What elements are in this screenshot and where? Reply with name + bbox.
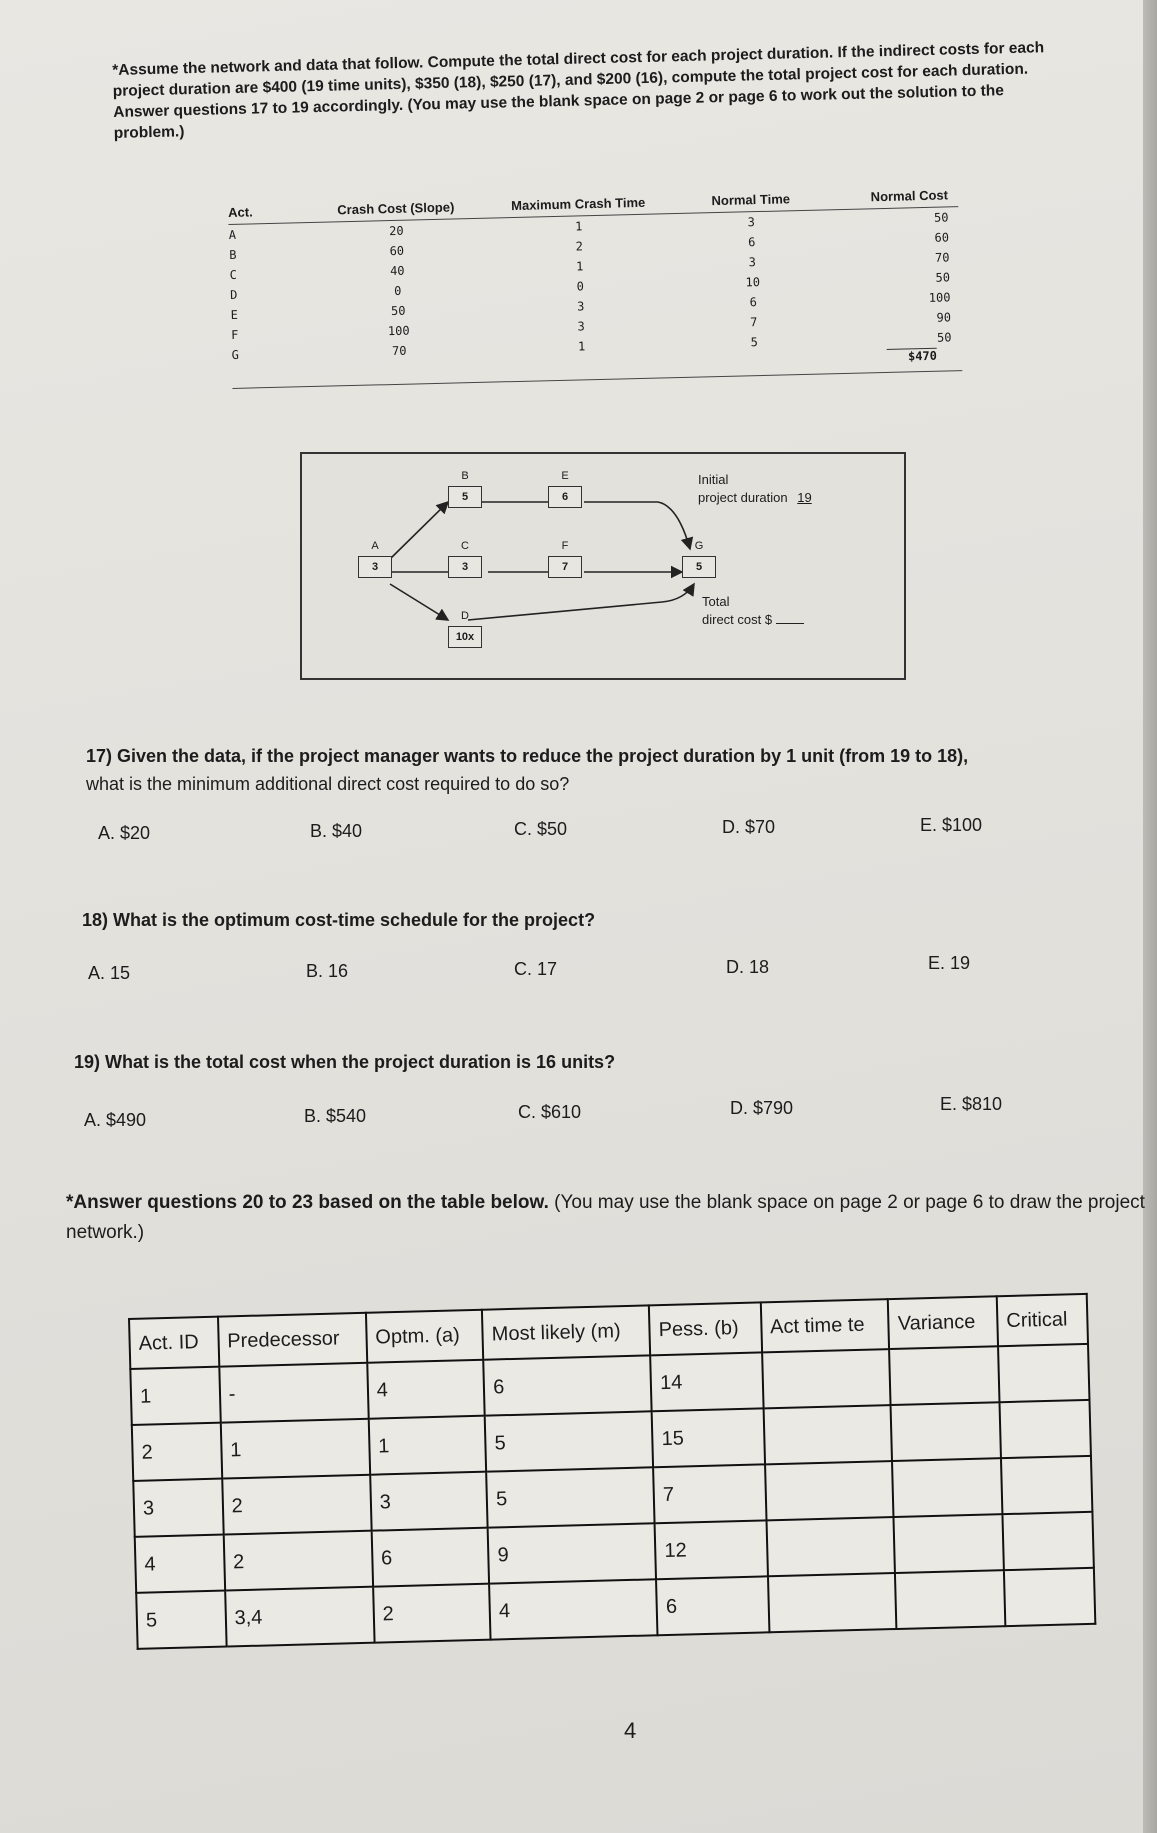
header-most-likely: Most likely (m) xyxy=(482,1305,650,1359)
cell-time: 10 xyxy=(745,275,761,290)
node-label: G xyxy=(694,540,704,552)
header-act: Act. xyxy=(228,204,253,220)
node-duration: 10x xyxy=(448,626,482,648)
cell-optimistic: 1 xyxy=(368,1416,486,1475)
q18-option-d[interactable]: D. 18 xyxy=(726,957,770,977)
q17-option-e[interactable]: E. $100 xyxy=(920,815,983,835)
header-act-id: Act. ID xyxy=(129,1317,219,1369)
node-duration: 5 xyxy=(682,556,716,578)
cell-act: C xyxy=(229,267,238,282)
q17-option-b[interactable]: B. $40 xyxy=(310,821,363,841)
cell-most-likely: 6 xyxy=(483,1355,651,1415)
project-duration-label xyxy=(698,490,818,505)
cell-most-likely: 9 xyxy=(488,1523,656,1583)
cell-crash: 0 xyxy=(576,279,585,294)
activity-node-f xyxy=(548,536,582,578)
cell-slope: 100 xyxy=(387,323,410,339)
cell-pessimistic: 14 xyxy=(650,1352,763,1411)
direct-cost-blank[interactable] xyxy=(776,623,804,624)
cell-predecessor: 2 xyxy=(222,1475,372,1535)
cell-act-id: 5 xyxy=(136,1591,226,1649)
cell-crash: 1 xyxy=(574,219,583,234)
cell-act-time[interactable] xyxy=(762,1349,891,1408)
cell-predecessor: - xyxy=(219,1363,369,1423)
cell-most-likely: 5 xyxy=(486,1467,654,1527)
node-label: A xyxy=(371,540,379,552)
section-instructions-normal: (You may use the blank space on page 2 or page 6 to draw the project network.) xyxy=(66,1192,1145,1243)
cell-variance[interactable] xyxy=(891,1402,1001,1461)
cell-variance[interactable] xyxy=(894,1514,1004,1573)
cell-act-id: 1 xyxy=(130,1367,220,1425)
cell-time: 3 xyxy=(747,215,756,230)
header-normal-time: Normal Time xyxy=(711,191,791,209)
table-bottom-rule xyxy=(232,370,962,389)
page-number: 4 xyxy=(624,1718,637,1743)
q18-option-e[interactable]: E. 19 xyxy=(928,953,971,973)
q17-option-a[interactable]: A. $20 xyxy=(98,823,151,843)
cell-time: 3 xyxy=(748,255,757,270)
cell-pessimistic: 6 xyxy=(656,1576,769,1635)
cell-slope: 0 xyxy=(394,283,402,298)
cell-pessimistic: 12 xyxy=(655,1520,768,1579)
cell-pessimistic: 15 xyxy=(652,1408,765,1467)
cell-critical[interactable] xyxy=(1004,1568,1095,1626)
cell-act: A xyxy=(228,227,237,242)
q18-option-a[interactable]: A. 15 xyxy=(88,963,131,983)
question-18: 18) What is the optimum cost-time schedule for the project? xyxy=(82,910,596,930)
cell-slope: 40 xyxy=(389,263,405,279)
intro-text: *Assume the network and data that follow. Compute the total direct cost for each project duration. If the indirect costs for each project duration are $400 (19 time units), $350 (18), $250 (17), and $200 (16), compute the total project cost for each duration. Answer questions 17 to 19 accordingly. (You may use the blank space on page 2 or page 6 to work out the solution to the problem.) xyxy=(112,39,1045,142)
q18-option-b[interactable]: B. 16 xyxy=(306,961,349,981)
cell-crash: 3 xyxy=(576,299,585,314)
node-label: D xyxy=(461,610,469,622)
normal-cost-total: $470 xyxy=(887,348,937,364)
cell-optimistic: 3 xyxy=(370,1472,488,1531)
activity-node-a xyxy=(358,536,392,578)
section-instructions-bold: *Answer questions 20 to 23 based on the table below. xyxy=(66,1192,549,1213)
project-network-diagram xyxy=(300,452,906,680)
q17-option-d[interactable]: D. $70 xyxy=(722,817,776,837)
q19-option-c[interactable]: C. $610 xyxy=(518,1102,582,1122)
cell-time: 6 xyxy=(748,235,756,250)
cell-most-likely: 5 xyxy=(485,1411,653,1471)
cell-crash: 3 xyxy=(577,319,585,334)
cell-act-time[interactable] xyxy=(763,1405,892,1464)
node-duration: 6 xyxy=(548,486,582,508)
header-slope: Crash Cost (Slope) xyxy=(337,199,455,218)
cell-predecessor: 1 xyxy=(220,1419,370,1479)
cell-crash: 2 xyxy=(575,239,584,254)
network-arrows xyxy=(302,454,904,678)
cell-time: 5 xyxy=(750,335,759,350)
pert-activity-table xyxy=(128,1293,1096,1650)
header-variance: Variance xyxy=(888,1296,998,1349)
cell-cost: 60 xyxy=(934,230,950,245)
cell-optimistic: 2 xyxy=(373,1584,491,1643)
direct-cost-text: direct cost $ xyxy=(702,612,773,627)
cell-cost: 50 xyxy=(933,210,949,225)
activity-node-d xyxy=(448,606,482,648)
header-critical: Critical xyxy=(997,1294,1088,1346)
activity-node-c xyxy=(448,536,482,578)
cell-predecessor: 2 xyxy=(223,1531,373,1591)
header-crash: Maximum Crash Time xyxy=(510,194,646,214)
node-label: B xyxy=(461,470,469,482)
cell-critical[interactable] xyxy=(999,1400,1090,1458)
cell-most-likely: 4 xyxy=(489,1579,657,1639)
header-pessimistic: Pess. (b) xyxy=(649,1302,762,1355)
cell-act: G xyxy=(231,347,240,362)
cell-optimistic: 6 xyxy=(371,1528,489,1587)
q19-option-a[interactable]: A. $490 xyxy=(84,1110,147,1130)
cell-act: F xyxy=(231,327,239,342)
q19-option-d[interactable]: D. $790 xyxy=(730,1098,794,1118)
cell-slope: 60 xyxy=(389,243,405,259)
node-label: F xyxy=(561,540,569,552)
cell-cost: 50 xyxy=(936,330,952,345)
cell-act-id: 4 xyxy=(135,1535,225,1593)
question-17-line2: what is the minimum additional direct cost required to do so? xyxy=(86,774,570,794)
cell-act-time[interactable] xyxy=(765,1461,894,1520)
q17-option-c[interactable]: C. $50 xyxy=(514,819,568,839)
cell-act-id: 2 xyxy=(132,1423,222,1481)
cell-pessimistic: 7 xyxy=(653,1464,766,1523)
cell-crash: 1 xyxy=(575,259,584,274)
cell-variance[interactable] xyxy=(892,1458,1002,1517)
question-19: 19) What is the total cost when the project duration is 16 units? xyxy=(74,1052,616,1072)
node-label: E xyxy=(561,470,569,482)
node-label: C xyxy=(461,540,469,552)
cell-variance[interactable] xyxy=(890,1346,1000,1405)
cell-act-time[interactable] xyxy=(768,1573,897,1632)
activity-node-b xyxy=(448,466,482,508)
activity-node-g xyxy=(682,536,716,578)
q18-option-c[interactable]: C. 17 xyxy=(514,959,558,979)
crash-cost-table xyxy=(228,187,962,389)
header-normal-cost: Normal Cost xyxy=(870,187,949,205)
question-17-line1: 17) Given the data, if the project manager wants to reduce the project duration by 1 unit (from 19 to 18), xyxy=(86,746,969,766)
cell-critical[interactable] xyxy=(1001,1456,1092,1514)
node-duration: 5 xyxy=(448,486,482,508)
project-duration-value: 19 xyxy=(797,490,812,505)
page-edge xyxy=(1143,0,1157,1833)
pert-table-container xyxy=(128,1293,1097,1680)
total-label: Total xyxy=(702,594,730,609)
q19-option-e[interactable]: E. $810 xyxy=(940,1094,1003,1114)
activity-node-e xyxy=(548,466,582,508)
cell-cost: 100 xyxy=(928,290,951,305)
cell-act-time[interactable] xyxy=(766,1517,895,1576)
cell-slope: 50 xyxy=(390,303,406,319)
node-duration: 3 xyxy=(448,556,482,578)
node-duration: 7 xyxy=(548,556,582,578)
section-instructions xyxy=(66,1188,1146,1248)
cell-act: E xyxy=(230,307,239,322)
cell-time: 6 xyxy=(749,295,758,310)
header-optimistic: Optm. (a) xyxy=(366,1310,484,1363)
cell-time: 7 xyxy=(749,315,758,330)
cell-act: D xyxy=(230,287,238,302)
node-duration: 3 xyxy=(358,556,392,578)
cell-act-id: 3 xyxy=(133,1479,223,1537)
cell-cost: 70 xyxy=(934,250,950,265)
cell-slope: 20 xyxy=(388,223,404,239)
cell-slope: 70 xyxy=(391,343,407,359)
cell-variance[interactable] xyxy=(895,1570,1005,1629)
cell-cost: 50 xyxy=(935,270,951,285)
cell-critical[interactable] xyxy=(1002,1512,1093,1570)
cell-critical[interactable] xyxy=(998,1344,1089,1402)
direct-cost-label xyxy=(702,612,804,627)
cell-act: B xyxy=(229,247,237,262)
cell-cost: 90 xyxy=(936,310,952,325)
initial-label: Initial xyxy=(698,472,729,487)
q19-option-b[interactable]: B. $540 xyxy=(304,1106,367,1126)
cell-crash: 1 xyxy=(577,339,586,354)
header-act-time: Act time te xyxy=(760,1299,889,1352)
cell-predecessor: 3,4 xyxy=(225,1587,375,1647)
header-predecessor: Predecessor xyxy=(218,1313,367,1367)
cell-optimistic: 4 xyxy=(367,1360,485,1419)
project-duration-text: project duration xyxy=(698,490,788,505)
